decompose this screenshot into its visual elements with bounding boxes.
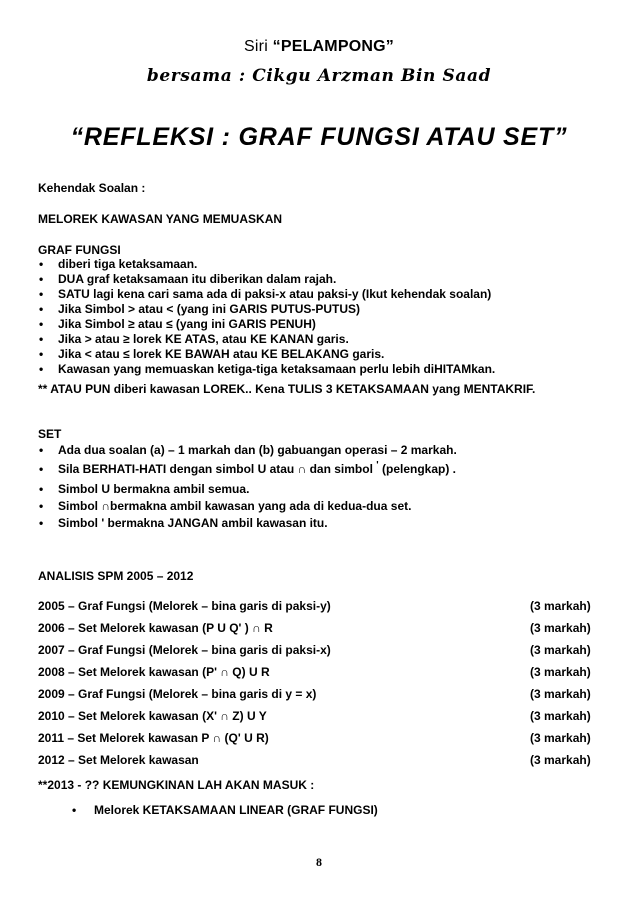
kehendak-task: MELOREK KAWASAN YANG MEMUASKAN — [38, 212, 283, 226]
list-item — [38, 459, 457, 481]
list-item: • Melorek KETAKSAMAAN LINEAR (GRAF FUNGSI) — [72, 803, 378, 817]
list-item: • Simbol ' bermakna JANGAN ambil kawasan itu. — [38, 515, 457, 532]
series-name: “PELAMPONG” — [272, 38, 394, 55]
graf-fungsi-note: ** ATAU PUN diberi kawasan LOREK.. Kena TULIS 3 KETAKSAMAAN yang MENTAKRIF. — [38, 382, 536, 396]
analisis-table — [38, 599, 600, 775]
graf-fungsi-list — [38, 257, 495, 377]
list-item: • DUA graf ketaksamaan itu diberikan dalam rajah. — [38, 272, 495, 287]
series-prefix: Siri — [244, 38, 268, 55]
row-marks: (3 markah) — [530, 687, 591, 701]
table-row — [38, 687, 600, 709]
row-description: 2007 – Graf Fungsi (Melorek – bina garis di paksi-x) — [38, 643, 331, 657]
list-item: • Jika Simbol ≥ atau ≤ (yang ini GARIS PENUH) — [38, 317, 495, 332]
row-description: 2005 – Graf Fungsi (Melorek – bina garis di paksi-y) — [38, 599, 331, 613]
list-item: • Simbol U bermakna ambil semua. — [38, 481, 457, 498]
complement-symbol: ' — [376, 460, 379, 471]
row-description: 2008 – Set Melorek kawasan (P' ∩ Q) U R — [38, 665, 270, 679]
table-row — [38, 599, 600, 621]
list-item: • diberi tiga ketaksamaan. — [38, 257, 495, 272]
row-description: 2012 – Set Melorek kawasan — [38, 753, 199, 767]
list-item: • Ada dua soalan (a) – 1 markah dan (b) gabuangan operasi – 2 markah. — [38, 441, 457, 459]
row-marks: (3 markah) — [530, 599, 591, 613]
list-item: • Jika Simbol > atau < (yang ini GARIS PUTUS-PUTUS) — [38, 302, 495, 317]
row-description: 2009 – Graf Fungsi (Melorek – bina garis di y = x) — [38, 687, 317, 701]
row-description: 2010 – Set Melorek kawasan (X' ∩ Z) U Y — [38, 709, 267, 723]
table-row — [38, 709, 600, 731]
kehendak-label: Kehendak Soalan : — [38, 181, 146, 195]
table-row — [38, 731, 600, 753]
row-marks: (3 markah) — [530, 665, 591, 679]
series-line — [0, 38, 638, 56]
set-item2-text: Sila BERHATI-HATI dengan simbol U atau ∩ dan simbol — [58, 462, 373, 476]
row-description: 2011 – Set Melorek kawasan P ∩ (Q' U R) — [38, 731, 269, 745]
row-marks: (3 markah) — [530, 709, 591, 723]
row-description: 2006 – Set Melorek kawasan (P U Q' ) ∩ R — [38, 621, 273, 635]
row-marks: (3 markah) — [530, 753, 591, 767]
list-item: • Jika > atau ≥ lorek KE ATAS, atau KE KANAN garis. — [38, 332, 495, 347]
table-row — [38, 753, 600, 775]
set-item2-suffix: (pelengkap) . — [382, 462, 457, 476]
row-marks: (3 markah) — [530, 621, 591, 635]
author-line: bersama : Cikgu Arzman Bin Saad — [146, 66, 492, 86]
table-row — [38, 643, 600, 665]
set-heading: SET — [38, 427, 62, 441]
list-item: • Jika < atau ≤ lorek KE BAWAH atau KE BELAKANG garis. — [38, 347, 495, 362]
graf-fungsi-heading: GRAF FUNGSI — [38, 243, 121, 257]
table-row — [38, 665, 600, 687]
page-number: 8 — [316, 855, 322, 869]
analisis-heading: ANALISIS SPM 2005 – 2012 — [38, 569, 194, 583]
prediction-line: **2013 - ?? KEMUNGKINAN LAH AKAN MASUK : — [38, 778, 315, 792]
list-item: • Kawasan yang memuaskan ketiga-tiga ketaksamaan perlu lebih diHITAMkan. — [38, 362, 495, 377]
table-row — [38, 621, 600, 643]
list-item: • Simbol ∩bermakna ambil kawasan yang ada di kedua-dua set. — [38, 498, 457, 515]
list-item: • SATU lagi kena cari sama ada di paksi-x atau paksi-y (Ikut kehendak soalan) — [38, 287, 495, 302]
page-title: “REFLEKSI : GRAF FUNGSI ATAU SET” — [70, 123, 568, 151]
prediction-list — [72, 803, 378, 817]
set-list — [38, 441, 457, 532]
row-marks: (3 markah) — [530, 643, 591, 657]
row-marks: (3 markah) — [530, 731, 591, 745]
